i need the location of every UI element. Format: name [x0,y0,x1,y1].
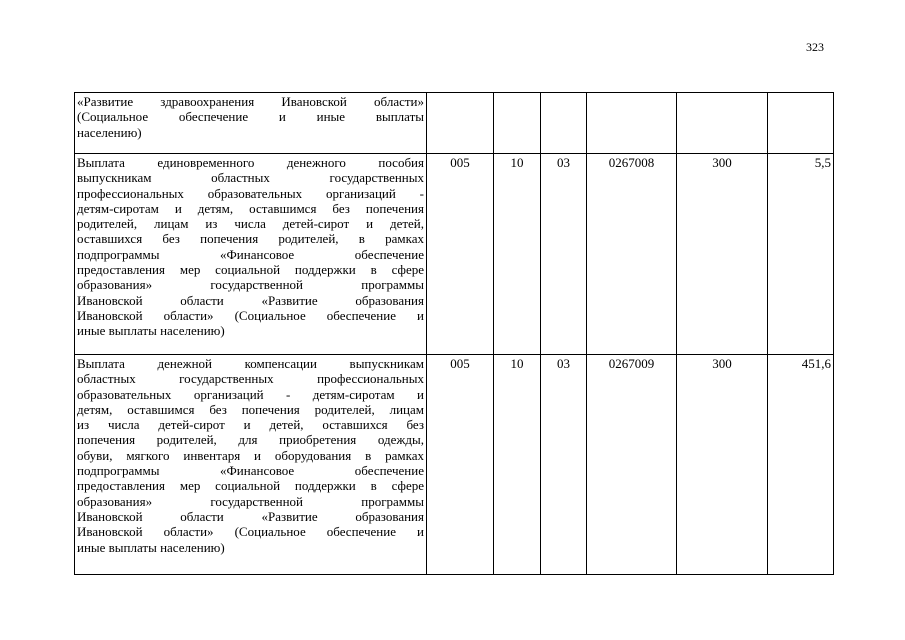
description-line: Ивановской области» (Социальное обеспечение и [77,524,424,540]
description-line: Ивановской области «Развитие образования [77,292,424,308]
target-article-cell: 0267008 [587,154,677,355]
section-cell: 10 [494,355,541,575]
description-line: обуви, мягкого инвентаря и оборудования в рамках [77,447,424,463]
expense-type-cell: 300 [677,355,768,575]
amount-cell: 5,5 [768,154,834,355]
description-line: «Развитие здравоохранения Ивановской области» [77,94,424,109]
target-article-cell [587,93,677,154]
table-row [75,154,834,355]
description-line: родителей, лицам из числа детей-сирот и детей, [77,216,424,232]
description-cell [75,93,427,154]
description-line: Выплата денежной компенсации выпускникам [77,356,424,371]
admin-code-cell: 005 [427,355,494,575]
expense-type-cell: 300 [677,154,768,355]
description-line: образования» государственной программы [77,493,424,509]
description-line: иные выплаты населению) [77,323,225,339]
description-line: профессиональных образовательных организаций - [77,185,424,201]
description-line: Ивановской области «Развитие образования [77,508,424,524]
expense-type-cell [677,93,768,154]
description-line: из числа детей-сирот и детей, оставшихся без [77,417,424,433]
subsection-cell [541,93,587,154]
description-line: населению) [77,124,142,140]
description-line: образовательных организаций - детям-сиротам и [77,386,424,402]
amount-cell: 451,6 [768,355,834,575]
table-row [75,355,834,575]
target-article-cell: 0267009 [587,355,677,575]
amount-cell [768,93,834,154]
admin-code-cell [427,93,494,154]
section-cell: 10 [494,154,541,355]
description-cell [75,154,427,355]
description-line: областных государственных профессиональных [77,371,424,387]
description-line: выпускникам областных государственных [77,170,424,186]
table-row [75,93,834,154]
subsection-cell: 03 [541,154,587,355]
description-line: детям, оставшимся без попечения родителей, лицам [77,401,424,417]
budget-table [74,92,834,575]
description-line: предоставления мер социальной поддержки в сфере [77,262,424,278]
description-line: подпрограммы «Финансовое обеспечение [77,246,424,262]
page-number: 323 [806,40,824,54]
description-line: детям-сиротам и детям, оставшимся без попечения [77,200,424,216]
description-line: Выплата единовременного денежного пособия [77,155,424,170]
description-line: иные выплаты населению) [77,539,225,555]
description-line: (Социальное обеспечение и иные выплаты [77,109,424,125]
section-cell [494,93,541,154]
description-line: подпрограммы «Финансовое обеспечение [77,463,424,479]
description-line: предоставления мер социальной поддержки в сфере [77,478,424,494]
admin-code-cell: 005 [427,154,494,355]
description-line: попечения родителей, для приобретения одежды, [77,432,424,448]
description-line: Ивановской области» (Социальное обеспечение и [77,307,424,323]
description-cell [75,355,427,575]
subsection-cell: 03 [541,355,587,575]
description-line: оставшихся без попечения родителей, в рамках [77,231,424,247]
description-line: образования» государственной программы [77,277,424,293]
